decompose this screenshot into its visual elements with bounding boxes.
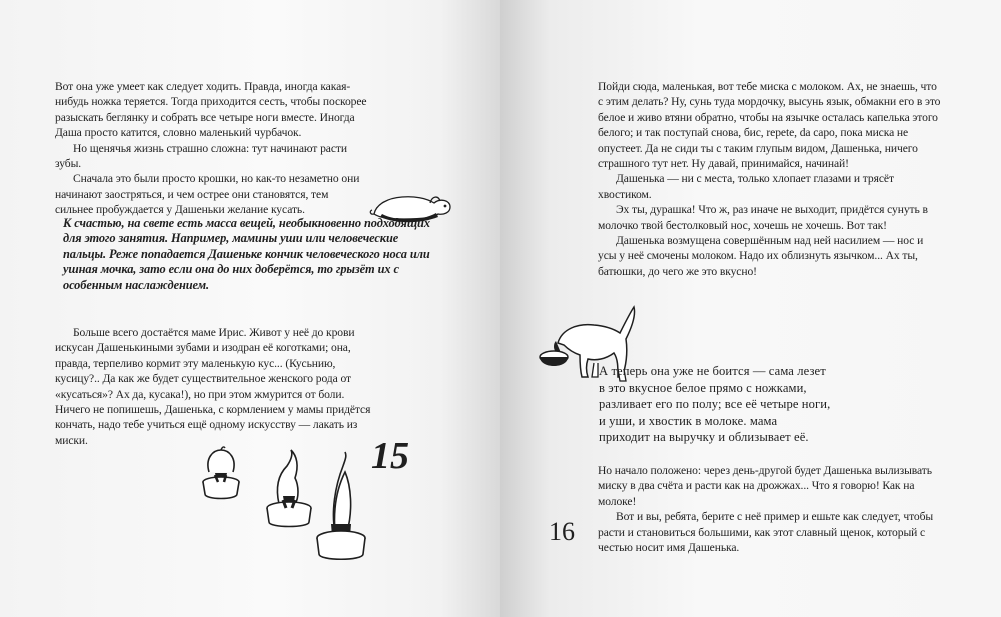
left-paragraph-1: Вот она уже умеет как следует ходить. Правда, иногда какая-нибудь ножка теряется. Тогда приходится сесть, чтобы поскорее разыскать беглянку и собрать все четыре ноги вместе. Иногда Даша просто катится, словно маленький чурбачок. <box>55 80 367 140</box>
right-text-block-top <box>598 79 944 279</box>
page-number-left: 15 <box>371 435 409 477</box>
right-page <box>500 0 1001 617</box>
right-closing-paragraph-2: Вот и вы, ребята, берите с неё пример и ешьте как следует, чтобы расти и становиться большими, как этот славный щенок, который с честью носит имя Дашенька. <box>598 510 934 555</box>
left-page <box>0 0 500 617</box>
right-paragraph-3: Эх ты, дурашка! Что ж, раз иначе не выходит, придётся сунуть в молочко твой бестолковый нос, хочешь не хочешь. Вот так! <box>598 203 928 232</box>
left-text-block-top <box>55 79 373 218</box>
page-number-right: 16 <box>549 517 575 546</box>
right-closing-paragraph-1: Но начало положено: через день-другой будет Дашенька вылизывать миску в два счёта и расти как на дрожжах... Что я говорю! Как на молоке! <box>598 464 932 508</box>
right-wrap-text <box>599 363 831 446</box>
puppy-bowls-icon <box>195 446 370 571</box>
right-paragraph-1: Пойди сюда, маленькая, вот тебе миска с молоком. Ах, не знаешь, что с этим делать? Ну, сунь туда мордочку, высунь язык, обмакни его в это белое и живо втяни обратно, чтобы на язычке осталась капелька этого белого; и так поступай снова, бис, repete, da capo, пока миска не опустеет. Да не сиди ты с таким глупым видом, Дашенька, ничего страшного тут нет. Ну давай, принимайся, начинай! <box>598 80 941 171</box>
right-wrap-paragraph: А теперь она уже не боится — сама лезет в это вкусное белое прямо с ножками, разливает его по полу; все её четыре ноги, и уши, и хвостик в молоке. мама приходит на выручку и облизывает её. <box>599 364 831 445</box>
right-text-block-bottom <box>598 463 944 555</box>
left-paragraph-2: Но щенячья жизнь страшно сложна: тут начинают расти зубы. <box>55 141 347 171</box>
left-text-block-bottom <box>55 325 373 448</box>
right-paragraph-2: Дашенька — ни с места, только хлопает глазами и трясёт хвостиком. <box>598 172 894 201</box>
right-paragraph-4: Дашенька возмущена совершённым над ней насилием — нос и усы у неё смочены молоком. Надо их облизнуть язычком... Ах ты, батюшки, до чего же это вкусно! <box>598 234 924 278</box>
left-paragraph-iris: Больше всего достаётся маме Ирис. Живот у неё до крови искусан Дашенькиными зубами и изодран её коготками; она, правда, терпеливо кормит эту маленькую кус... (Кусьнию, кусицу?.. Да как же будет существительное женского рода от «кусаться»? Ах да, кусака!), но при этом жмурится от боли. Ничего не попишешь, Дашенька, с кормлением у мамы придётся кончать, надо тебе учиться ещё одному искусству — лакать из миски. <box>55 326 371 447</box>
left-italic-paragraph: К счастью, на свете есть масса вещей, необыкновенно подходящих для этого занятия. Например, мамины уши или человеческие пальцы. Реже попадается Дашеньке кончик человеческого носа или ушная мочка, зато если она до них доберётся, то грызёт их с особенным наслаждением. <box>63 216 430 292</box>
left-paragraph-3: Сначала это были просто крошки, но как-то незаметно они начинают заостряться, и чем острее они становятся, тем сильнее пробуждается у Дашеньки желание кусать. <box>55 172 360 217</box>
